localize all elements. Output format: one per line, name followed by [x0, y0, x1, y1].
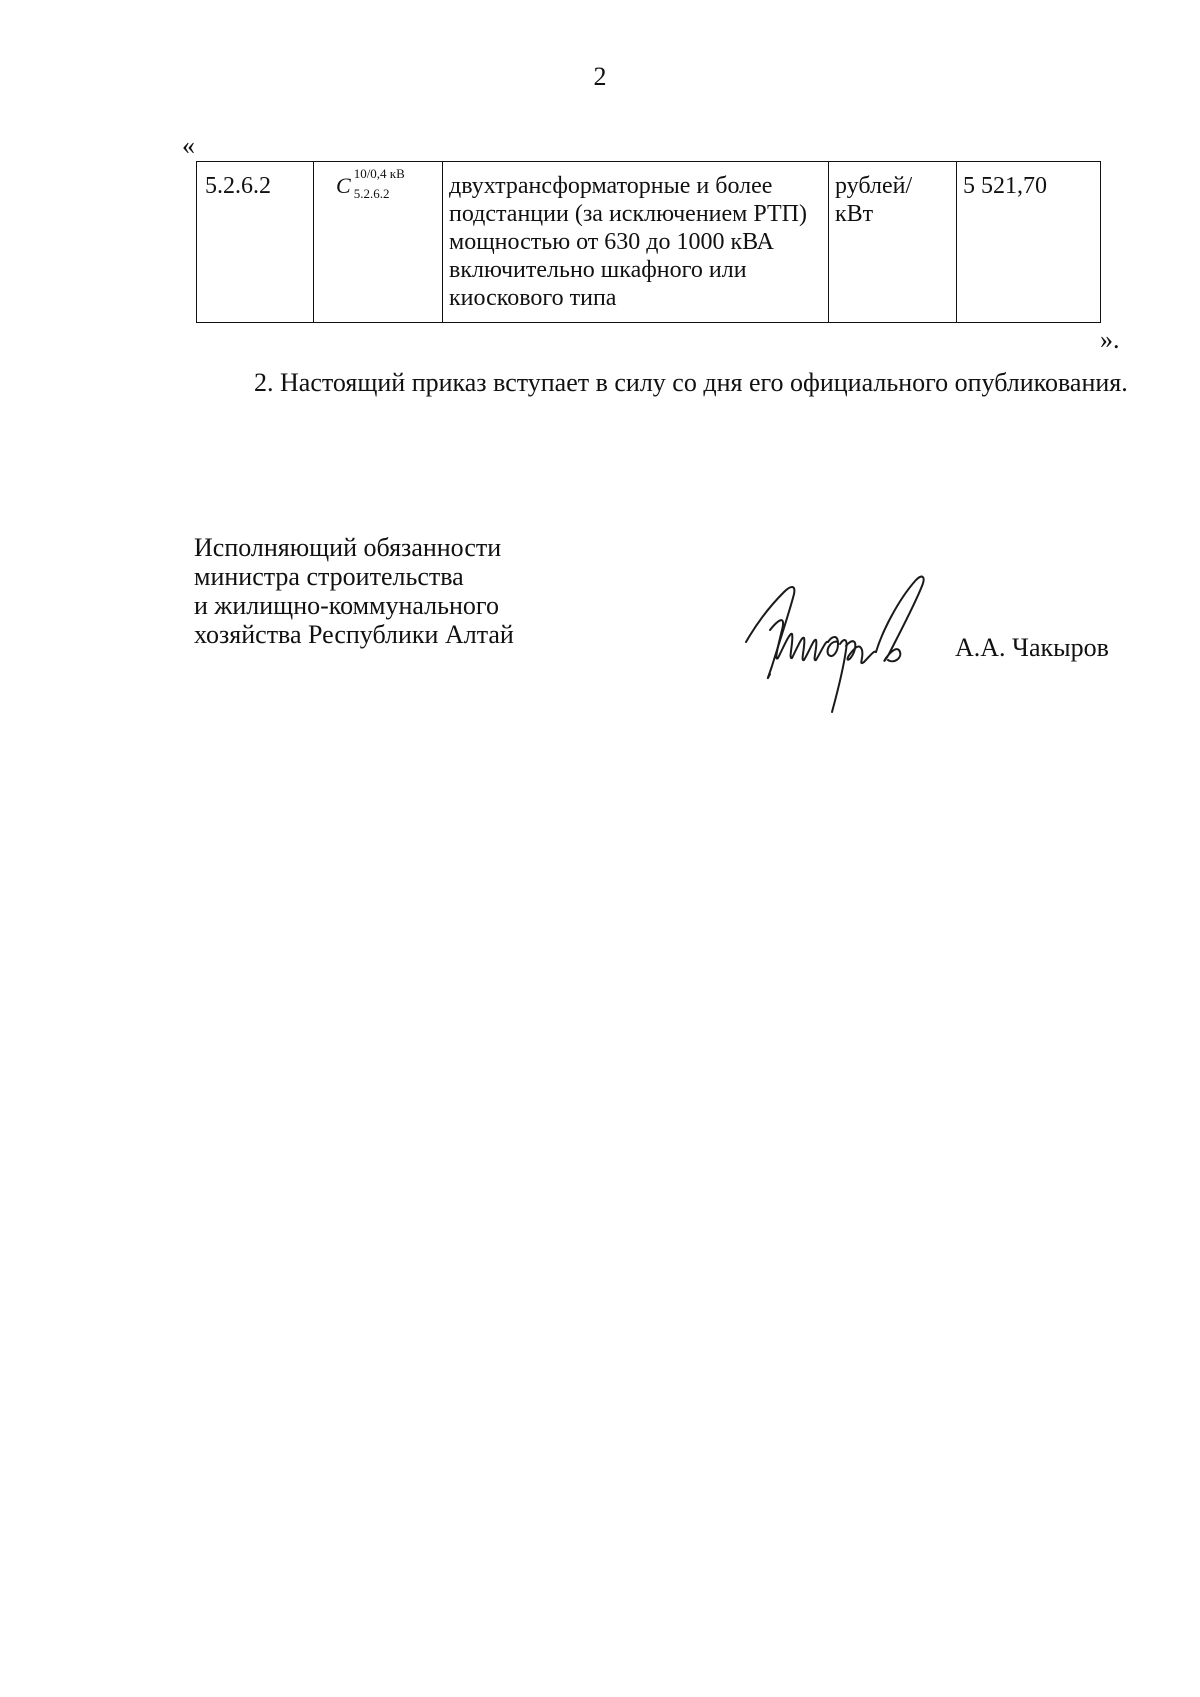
- description-line: киоскового типа: [449, 285, 617, 311]
- signatory-title-line: и жилищно-коммунального: [194, 591, 499, 620]
- unit-line: кВт: [835, 201, 874, 227]
- page-number: 2: [593, 62, 607, 91]
- row-description-cell: [443, 162, 829, 323]
- opening-quote-mark: «: [182, 131, 195, 160]
- row-value-cell: [957, 162, 1101, 323]
- row-code: 5.2.6.2: [205, 173, 271, 199]
- symbol-base: [336, 166, 405, 201]
- symbol-letter: C: [336, 173, 351, 198]
- description-line: включительно шкафного или: [449, 257, 747, 283]
- symbol-superscript: 10/0,4 кВ: [353, 166, 405, 181]
- signatory-title-line: Исполняющий обязанности: [194, 533, 502, 562]
- unit-line: рублей/: [835, 173, 913, 199]
- symbol-subscript: 5.2.6.2: [353, 186, 390, 201]
- tariff-table: [196, 161, 1101, 323]
- tariff-symbol: [328, 166, 428, 201]
- description-line: подстанции (за исключением РТП): [449, 201, 807, 227]
- table-row: [197, 162, 1101, 323]
- signatory-title-line: министра строительства: [194, 562, 464, 591]
- signatory-title: [194, 533, 514, 649]
- closing-quote-mark: ».: [1100, 325, 1120, 354]
- row-unit-cell: [829, 162, 957, 323]
- handwritten-signature: [740, 570, 960, 720]
- row-code-cell: [197, 162, 314, 323]
- row-symbol-cell: [314, 162, 443, 323]
- description-line: мощностью от 630 до 1000 кВА: [449, 229, 774, 255]
- row-value: 5 521,70: [963, 173, 1047, 199]
- signatory-name: А.А. Чакыров: [955, 633, 1109, 662]
- effective-date-paragraph: 2. Настоящий приказ вступает в силу со дня его официального опубликования.: [254, 368, 1128, 397]
- signatory-title-line: хозяйства Республики Алтай: [194, 620, 514, 649]
- description-line: двухтрансформаторные и более: [449, 173, 773, 199]
